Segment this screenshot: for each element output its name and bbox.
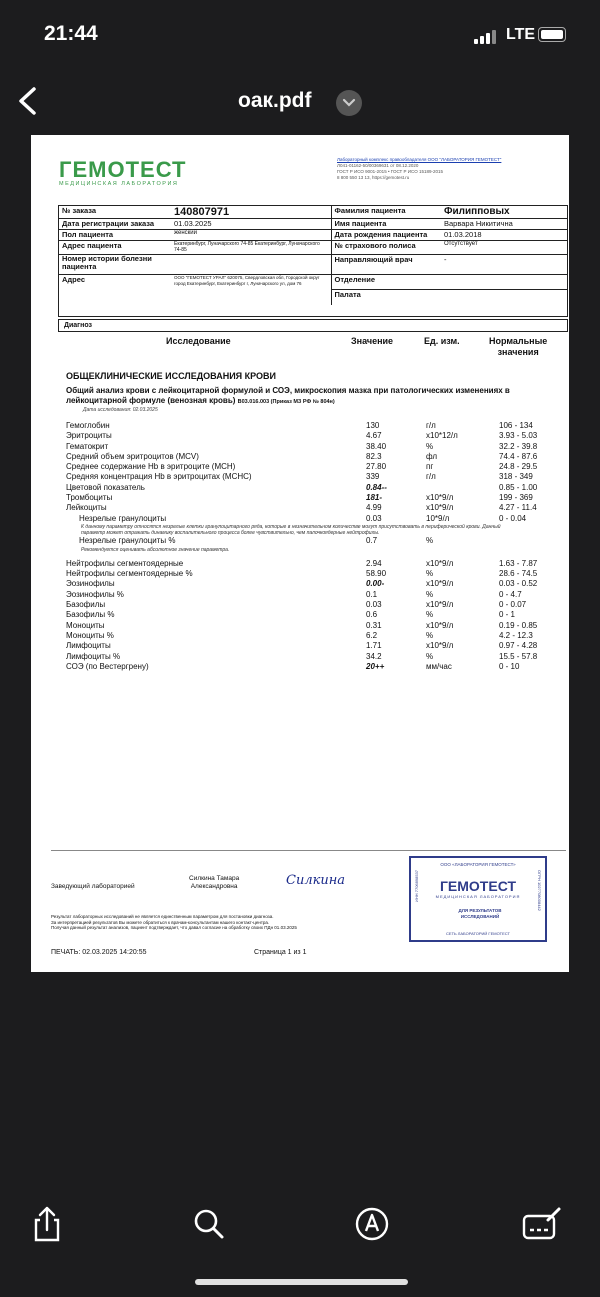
result-row bbox=[31, 536, 569, 546]
test-norm: 0.19 - 0.85 bbox=[499, 620, 538, 630]
lab-info-line: 8 800 550 13 13, https://gemotest.ru bbox=[337, 175, 410, 180]
test-value: 6.2 bbox=[366, 630, 378, 640]
test-unit: г/л bbox=[426, 421, 436, 430]
sex-label: Пол пациента bbox=[59, 230, 171, 241]
test-name: Нейтрофилы сегментоядерные % bbox=[66, 569, 193, 579]
test-unit: фл bbox=[426, 451, 438, 461]
test-unit: x10*9/л bbox=[426, 503, 454, 513]
test-name: Эритроциты bbox=[66, 431, 112, 441]
patient-surname: Филипповых bbox=[441, 206, 567, 219]
test-unit: пг bbox=[426, 462, 434, 472]
reg-date-label: Дата регистрации заказа bbox=[59, 219, 171, 230]
test-value: 0.31 bbox=[366, 620, 382, 630]
clock: 21:44 bbox=[44, 22, 98, 45]
test-unit: % bbox=[426, 651, 434, 661]
test-norm: 4.2 - 12.3 bbox=[499, 630, 533, 640]
doctor-label: Направляющий врач bbox=[331, 255, 441, 275]
test-norm: 0.85 - 1.00 bbox=[499, 482, 538, 492]
test-norm: 0 - 1 bbox=[499, 610, 516, 620]
patient-name: Варвара Никитична bbox=[441, 219, 567, 230]
result-row bbox=[31, 493, 569, 503]
test-value: 4.99 bbox=[366, 503, 382, 513]
lab-info bbox=[337, 157, 562, 181]
test-name: Средний объем эритроцитов (MCV) bbox=[66, 451, 199, 461]
result-row bbox=[31, 452, 569, 462]
result-row bbox=[31, 503, 569, 513]
test-norm: 0 - 0.04 bbox=[499, 513, 527, 523]
test-unit: % bbox=[426, 630, 434, 640]
stamp-mid: ДЛЯ РЕЗУЛЬТАТОВ ИССЛЕДОВАНИЙ bbox=[458, 908, 502, 919]
lab-address: ООО "ГЕМОТЕСТ УРАЛ" 620075, Свердловская обл, Городской округ город Екатеринбург, Екатеринбург г, Луначарского ул, дом 76 bbox=[174, 275, 320, 286]
result-row bbox=[31, 421, 569, 431]
test-name: Эозинофилы bbox=[66, 579, 115, 589]
result-note: Рекомендуется оценивать абсолютное значение параметра. bbox=[81, 546, 230, 553]
patient-address: Екатеринбург, Луначарского 74-85 Екатеринбург, Луначарского 74-85 bbox=[171, 241, 331, 255]
result-row bbox=[31, 610, 569, 620]
test-norm: 1.63 - 7.87 bbox=[499, 558, 538, 568]
history-number bbox=[171, 255, 331, 275]
markup-icon[interactable] bbox=[352, 1204, 392, 1244]
test-unit: x10*12/л bbox=[426, 431, 458, 441]
test-value: 34.2 bbox=[366, 651, 382, 661]
test-value: 4.67 bbox=[366, 431, 382, 441]
head-name-2: Александровна bbox=[190, 883, 238, 890]
test-name: Лейкоциты bbox=[66, 503, 107, 513]
test-unit: % bbox=[426, 569, 434, 579]
result-row bbox=[31, 621, 569, 631]
test-name: Лимфоциты bbox=[66, 641, 111, 651]
test-norm: 4.27 - 11.4 bbox=[499, 503, 537, 513]
gemotest-logo bbox=[59, 157, 186, 187]
test-norm: 32.2 - 39.8 bbox=[499, 441, 538, 451]
test-value: 0.7 bbox=[366, 536, 378, 546]
test-value: 0.84-- bbox=[366, 482, 387, 492]
test-unit: x10*9/л bbox=[426, 641, 454, 651]
test-value: 82.3 bbox=[366, 451, 382, 461]
battery-icon bbox=[538, 27, 566, 42]
order-number: 140807971 bbox=[171, 206, 331, 219]
test-norm: 199 - 369 bbox=[499, 493, 533, 503]
test-unit: x10*9/л bbox=[426, 493, 454, 503]
test-norm: 0.97 - 4.28 bbox=[499, 641, 538, 651]
test-unit: % bbox=[426, 536, 434, 546]
results-table bbox=[31, 421, 569, 672]
print-date: ПЕЧАТЬ: 02.03.2025 14:20:55 bbox=[51, 949, 147, 956]
header-norm-1: Нормальные bbox=[489, 336, 548, 346]
section-title: ОБЩЕКЛИНИЧЕСКИЕ ИССЛЕДОВАНИЯ КРОВИ bbox=[66, 371, 276, 381]
test-norm: 24.8 - 29.5 bbox=[499, 462, 538, 472]
lab-info-line: Лабораторный комплекс правообладателя ООО "ЛАБОРАТОРИЯ ГЕМОТЕСТ" bbox=[337, 157, 502, 162]
test-norm: 106 - 134 bbox=[499, 421, 533, 430]
test-value: 0.6 bbox=[366, 610, 378, 620]
stamp-top: ООО «ЛАБОРАТОРИЯ ГЕМОТЕСТ» bbox=[440, 862, 516, 867]
result-row bbox=[31, 569, 569, 579]
home-indicator bbox=[195, 1279, 408, 1285]
header-value: Значение bbox=[351, 336, 394, 346]
page-number: Страница 1 из 1 bbox=[254, 949, 307, 956]
test-norm: 0 - 4.7 bbox=[499, 589, 522, 599]
head-label: Заведующий лабораторией bbox=[51, 883, 135, 890]
test-unit: x10*9/л bbox=[426, 600, 454, 610]
reg-date: 01.03.2025 bbox=[171, 219, 331, 230]
header-unit: Ед. изм. bbox=[424, 336, 460, 346]
result-row bbox=[31, 590, 569, 600]
test-name: Цветовой показатель bbox=[66, 482, 145, 492]
stamp-name: ГЕМОТЕСТ bbox=[439, 878, 517, 894]
document-title[interactable]: оак.pdf bbox=[238, 89, 312, 112]
test-norm: 74.4 - 87.6 bbox=[499, 451, 538, 461]
department-label: Отделение bbox=[331, 275, 441, 290]
back-chevron-icon[interactable] bbox=[14, 86, 42, 116]
search-icon[interactable] bbox=[189, 1204, 229, 1244]
test-unit: мм/час bbox=[426, 661, 452, 671]
policy-number: Отсутствует bbox=[441, 241, 567, 255]
test-name: Моноциты bbox=[66, 620, 105, 630]
test-norm: 28.6 - 74.5 bbox=[499, 569, 538, 579]
disclaimer-line: Результат лабораторных исследований не является единственным параметром для постановки диагноза. bbox=[51, 914, 274, 919]
test-norm: 0 - 10 bbox=[499, 661, 520, 671]
test-unit: x10*9/л bbox=[426, 579, 454, 589]
head-name-1: Силкина Тамара bbox=[189, 875, 240, 882]
lab-info-line: ГОСТ Р ИСО 9001-2015 • ГОСТ Р ИСО 15189-2015 bbox=[337, 169, 443, 174]
group-code: В03.016.003 (Приказ МЗ РФ № 804н) bbox=[237, 399, 335, 405]
test-value: 27.80 bbox=[366, 462, 387, 472]
title-menu-button[interactable] bbox=[336, 90, 362, 116]
test-name: Незрелые гранулоциты % bbox=[79, 536, 176, 546]
patient-address-label: Адрес пациента bbox=[59, 241, 171, 255]
lab-stamp bbox=[409, 856, 547, 942]
test-name: Тромбоциты bbox=[66, 493, 113, 503]
header-norm bbox=[489, 336, 547, 358]
signature: Силкина bbox=[286, 873, 346, 888]
result-row bbox=[31, 483, 569, 493]
group-title bbox=[66, 386, 566, 407]
name-label: Имя пациента bbox=[331, 219, 441, 230]
test-name: Лимфоциты % bbox=[66, 651, 121, 661]
test-value: 181- bbox=[366, 493, 383, 503]
logo-subtitle: МЕДИЦИНСКАЯ ЛАБОРАТОРИЯ bbox=[59, 181, 179, 187]
diagnosis-row: Диагноз bbox=[58, 319, 568, 332]
result-row bbox=[31, 559, 569, 569]
test-value: 20++ bbox=[366, 661, 385, 671]
test-unit: % bbox=[426, 441, 434, 451]
surname-label: Фамилия пациента bbox=[331, 206, 441, 219]
test-value: 1.71 bbox=[366, 641, 382, 651]
test-name: Гематокрит bbox=[66, 441, 109, 451]
test-value: 2.94 bbox=[366, 558, 382, 568]
test-name: Средняя концентрация Hb в эритроцитах (MCHC) bbox=[66, 472, 252, 482]
disclaimer-line: Получая данный результат анализов, пациент подтверждает, что давал согласие на обработку своих ПДн 01.03.2025 bbox=[51, 925, 297, 931]
test-norm: 318 - 349 bbox=[499, 472, 533, 482]
test-name: Базофилы bbox=[66, 600, 106, 610]
result-row bbox=[31, 652, 569, 662]
test-unit: x10*9/л bbox=[426, 558, 454, 568]
stamp-sub: МЕДИЦИНСКАЯ ЛАБОРАТОРИЯ bbox=[435, 894, 521, 899]
result-row bbox=[31, 442, 569, 452]
test-value: 0.00- bbox=[366, 579, 385, 589]
test-name: Моноциты % bbox=[66, 630, 114, 640]
history-label: Номер истории болезни пациента bbox=[59, 255, 171, 275]
result-row bbox=[31, 462, 569, 472]
test-value: 38.40 bbox=[366, 441, 387, 451]
test-name: СОЭ (по Вестергрену) bbox=[66, 661, 149, 671]
test-name: Базофилы % bbox=[66, 610, 115, 620]
test-value: 0.03 bbox=[366, 513, 382, 523]
ward-label: Палата bbox=[331, 290, 441, 305]
group-title-text: Общий анализ крови с лейкоцитарной формулой и СОЭ, микроскопия мазка при патологических изменениях в лейкоцитарной формуле (венозная кровь) bbox=[66, 386, 510, 405]
test-value: 0.03 bbox=[366, 600, 382, 610]
result-note: К данному параметру относятся незрелые клетки гранулоцитарного ряда, которые в незначительном количестве могут присутствовать в периферической крови. Данный параметр может отражать динамику воспалительного процесса более чувствительно, чем палочкоядерные нейтрофилы. bbox=[81, 523, 501, 537]
test-unit: x10*9/л bbox=[426, 620, 454, 630]
test-unit: % bbox=[426, 610, 434, 620]
test-value: 339 bbox=[366, 472, 380, 482]
test-norm: 0 - 0.07 bbox=[499, 600, 527, 610]
stamp-bottom: СЕТЬ ЛАБОРАТОРИЙ ГЕМОТЕСТ bbox=[446, 931, 510, 936]
header-norm-2: значения bbox=[497, 347, 539, 357]
test-value: 130 bbox=[366, 421, 380, 430]
test-norm: 15.5 - 57.8 bbox=[499, 651, 538, 661]
test-value: 0.1 bbox=[366, 589, 378, 599]
dob-label: Дата рождения пациента bbox=[331, 230, 441, 241]
signature-icon[interactable] bbox=[522, 1204, 562, 1244]
doctor-name: - bbox=[441, 255, 567, 275]
result-row bbox=[31, 472, 569, 482]
test-unit: % bbox=[426, 589, 434, 599]
status-bar bbox=[0, 0, 600, 70]
test-name: Эозинофилы % bbox=[66, 589, 124, 599]
policy-label: № страхового полиса bbox=[331, 241, 441, 255]
pdf-page bbox=[31, 135, 569, 972]
test-norm: 0.03 - 0.52 bbox=[499, 579, 538, 589]
test-value: 58.90 bbox=[366, 569, 387, 579]
disclaimer-line: За интерпретацией результатов Вы можете обратиться к врачам-консультантам нашего контакт-центра. bbox=[51, 919, 270, 925]
stamp-inn: ИНН 7706898537 bbox=[414, 870, 419, 903]
test-name: Нейтрофилы сегментоядерные bbox=[66, 558, 184, 568]
test-name: Незрелые гранулоциты bbox=[79, 513, 167, 523]
result-row bbox=[31, 579, 569, 589]
order-label: № заказа bbox=[59, 206, 171, 219]
stamp-ogrn: ОГРН 1027708008442 bbox=[537, 870, 542, 911]
disclaimer bbox=[51, 914, 391, 931]
share-icon[interactable] bbox=[27, 1204, 67, 1244]
chevron-down-icon bbox=[336, 90, 362, 116]
patient-info-table bbox=[58, 205, 568, 317]
test-name: Гемоглобин bbox=[66, 421, 110, 430]
result-row bbox=[31, 600, 569, 610]
result-row bbox=[31, 631, 569, 641]
result-row bbox=[31, 641, 569, 651]
result-row bbox=[31, 662, 569, 672]
patient-dob: 01.03.2018 bbox=[441, 230, 567, 241]
test-norm: 3.93 - 5.03 bbox=[499, 431, 538, 441]
logo-name: ГЕМОТЕСТ bbox=[59, 157, 187, 182]
divider bbox=[51, 850, 566, 851]
head-name bbox=[189, 875, 239, 891]
address-label: Адрес bbox=[62, 275, 86, 284]
header-test: Исследование bbox=[166, 336, 231, 346]
test-name: Среднее содержание Hb в эритроците (MCH) bbox=[66, 462, 236, 472]
network-type: LTE bbox=[506, 26, 536, 43]
lab-info-line: Л041-01162-50/00369631 от 08.12.2020 bbox=[337, 163, 419, 168]
signal-icon bbox=[474, 28, 500, 44]
test-unit: г/л bbox=[426, 472, 436, 482]
patient-sex: женский bbox=[171, 230, 331, 241]
study-date: Дата исследования: 02.03.2025 bbox=[83, 407, 158, 413]
test-unit: 10*9/л bbox=[426, 513, 450, 523]
result-row bbox=[31, 431, 569, 441]
result-row bbox=[31, 514, 569, 524]
